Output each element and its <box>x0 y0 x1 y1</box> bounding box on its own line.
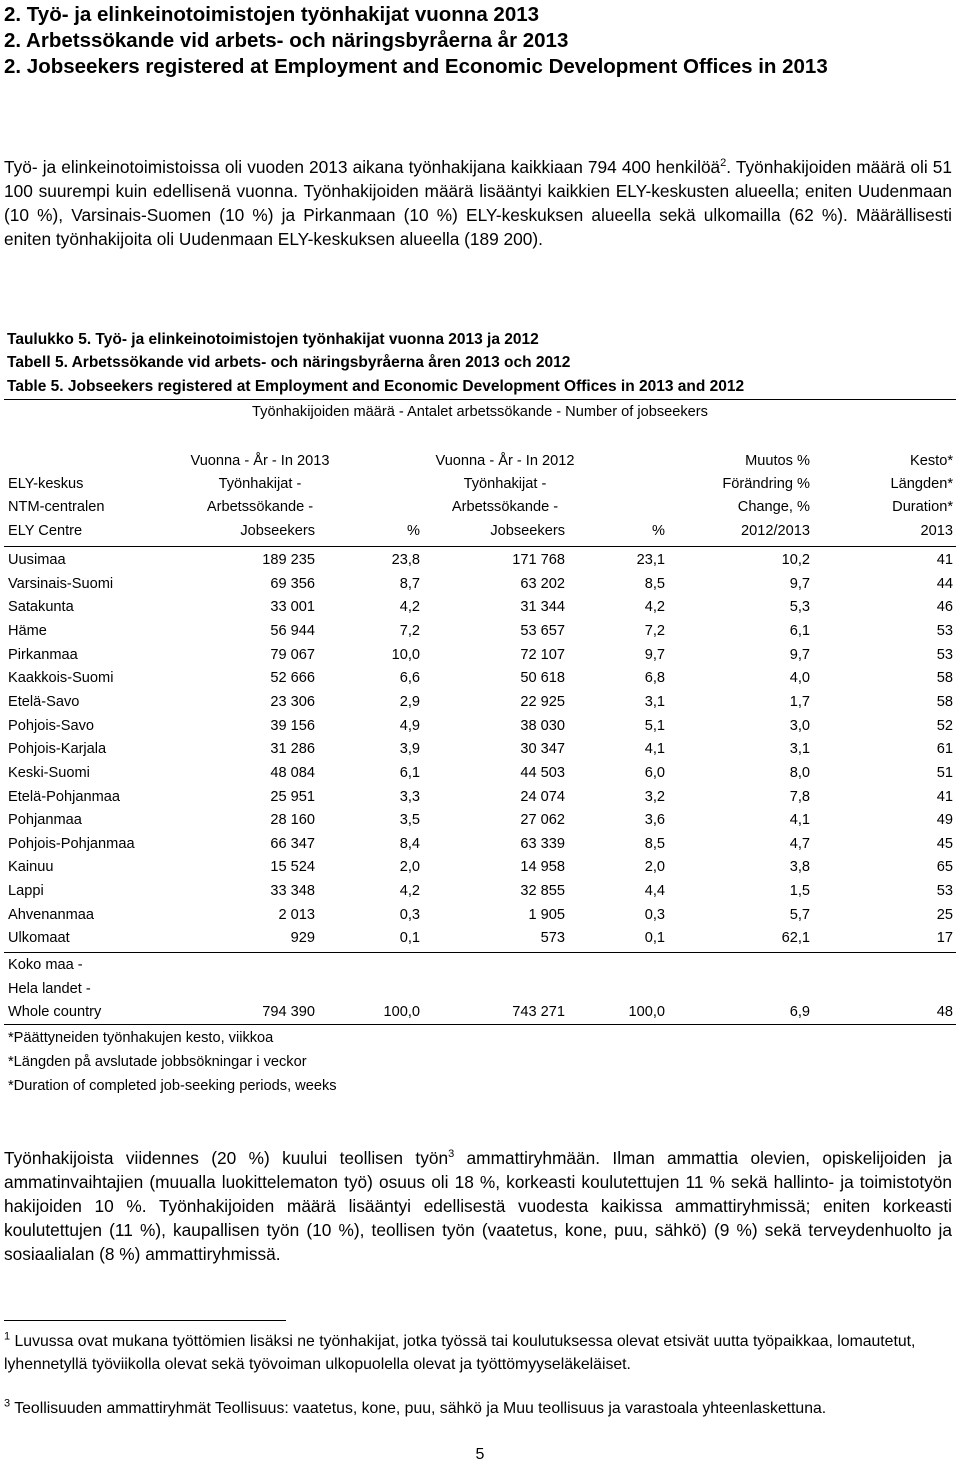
table-total-rule <box>4 952 956 953</box>
table-cell: 30 347 <box>520 741 565 757</box>
table-cell: 3,9 <box>399 741 420 757</box>
header-cell: Vuonna - År - In 2013 <box>190 453 330 469</box>
table-cell: 31 286 <box>270 741 315 757</box>
table-cell: 44 <box>936 576 953 592</box>
table-cell: 6,1 <box>399 765 420 781</box>
table-cell: 9,7 <box>789 647 810 663</box>
table-cell: 9,7 <box>644 647 665 663</box>
header-cell: Förändring % <box>722 476 810 492</box>
header-cell: Längden* <box>890 476 953 492</box>
intro-text-a: Työ- ja elinkeinotoimistoissa oli vuoden 2013 aikana työnhakijana kaikkiaan 794 400 henkilöä <box>4 157 721 177</box>
table-cell: 3,3 <box>399 789 420 805</box>
table-cell: 1,7 <box>789 694 810 710</box>
table-cell: 0,1 <box>644 930 665 946</box>
table-cell: 0,3 <box>399 907 420 923</box>
table-cell: 3,1 <box>644 694 665 710</box>
table-cell: 65 <box>936 859 953 875</box>
footnote-1 <box>4 1330 954 1376</box>
table-note: *Duration of completed job-seeking periods, weeks <box>8 1078 337 1094</box>
table-cell: 9,7 <box>789 576 810 592</box>
table-caption-fi: Taulukko 5. Työ- ja elinkeinotoimistojen työnhakijat vuonna 2013 ja 2012 <box>7 331 539 348</box>
total-label: Hela landet - <box>8 980 91 997</box>
total-cell: 743 271 <box>512 1004 565 1020</box>
region-name: Etelä-Pohjanmaa <box>8 789 120 805</box>
header-cell: ELY Centre <box>8 523 83 539</box>
table-cell: 4,0 <box>789 670 810 686</box>
table-cell: 1 905 <box>528 907 565 923</box>
table-cell: 6,6 <box>399 670 420 686</box>
region-name: Uusimaa <box>8 552 66 568</box>
region-name: Kainuu <box>8 859 54 875</box>
header-cell: 2012/2013 <box>741 523 810 539</box>
table-cell: 41 <box>936 552 953 568</box>
table-cell: 61 <box>936 741 953 757</box>
table-cell: 53 657 <box>520 623 565 639</box>
section-heading <box>4 2 944 80</box>
header-cell: Change, % <box>737 499 810 515</box>
table-cell: 48 084 <box>270 765 315 781</box>
table-cell: 8,5 <box>644 576 665 592</box>
table-cell: 3,6 <box>644 812 665 828</box>
table-note: *Päättyneiden työnhakujen kesto, viikkoa <box>8 1030 274 1046</box>
header-cell: Jobseekers <box>240 523 315 539</box>
table-cell: 4,9 <box>399 718 420 734</box>
table-cell: 171 768 <box>512 552 565 568</box>
table-cell: 6,8 <box>644 670 665 686</box>
table-cell: 2,9 <box>399 694 420 710</box>
table-cell: 25 951 <box>270 789 315 805</box>
table-cell: 45 <box>936 836 953 852</box>
region-name: Lappi <box>8 883 44 899</box>
table-cell: 14 958 <box>520 859 565 875</box>
footnote-ref-3: 3 <box>448 1148 455 1161</box>
table-cell: 8,0 <box>789 765 810 781</box>
table-cell: 2,0 <box>644 859 665 875</box>
heading-en: 2. Jobseekers registered at Employment and Economic Development Offices in 2013 <box>4 55 828 78</box>
header-cell: Kesto* <box>910 453 953 469</box>
footnote-1-text: Luvussa ovat mukana työttömien lisäksi ne työnhakijat, jotka työssä tai koulutuksessa olevat etsivät uutta työpaikkaa, lomautetut, lyhennetyllä työviikolla olevat sekä työvoiman ulkopuolella olevat ja työttömyyseläkeläiset. <box>4 1333 916 1373</box>
total-label: Koko maa - <box>8 957 83 973</box>
table-cell: 8,4 <box>399 836 420 852</box>
table-cell: 56 944 <box>270 623 315 639</box>
total-cell: 6,9 <box>789 1004 810 1020</box>
total-cell: 794 390 <box>262 1004 315 1020</box>
table-cell: 4,1 <box>789 812 810 828</box>
region-name: Pohjois-Karjala <box>8 741 107 757</box>
footnote-ref-2: 2 <box>720 157 727 170</box>
table-cell: 1,5 <box>789 883 810 899</box>
region-name: Etelä-Savo <box>8 694 80 710</box>
table-cell: 79 067 <box>270 647 315 663</box>
region-name: Kaakkois-Suomi <box>8 670 114 686</box>
table-cell: 0,1 <box>399 930 420 946</box>
table-cell: 52 <box>936 718 953 734</box>
table-cell: 4,2 <box>644 599 665 615</box>
header-cell: Työnhakijat - <box>463 476 547 492</box>
total-cell: 100,0 <box>383 1004 420 1020</box>
table-cell: 4,2 <box>399 599 420 615</box>
table-cell: 573 <box>540 930 565 946</box>
table-top-rule <box>4 399 956 400</box>
header-cell: Muutos % <box>745 453 810 469</box>
table-cell: 7,8 <box>789 789 810 805</box>
footnote-3 <box>4 1397 954 1420</box>
table-cell: 4,2 <box>399 883 420 899</box>
region-name: Pohjanmaa <box>8 812 82 828</box>
footnote-3-text: Teollisuuden ammattiryhmät Teollisuus: vaatetus, kone, puu, sähkö ja Muu teollisuus ja varastoala yhteenlaskettuna. <box>10 1400 827 1417</box>
table-cell: 25 <box>936 907 953 923</box>
table-cell: 6,0 <box>644 765 665 781</box>
occupation-text-a: Työnhakijoista viidennes (20 %) kuului teollisen työn <box>4 1148 449 1168</box>
table-subtitle: Työnhakijoiden määrä - Antalet arbetssökande - Number of jobseekers <box>252 404 708 420</box>
table-cell: 53 <box>936 623 953 639</box>
footnote-1-mark: 1 <box>4 1330 11 1343</box>
total-label: Whole country <box>8 1004 102 1020</box>
table-cell: 15 524 <box>270 859 315 875</box>
table-cell: 53 <box>936 647 953 663</box>
table-cell: 27 062 <box>520 812 565 828</box>
table-cell: 17 <box>936 930 953 946</box>
table-cell: 41 <box>936 789 953 805</box>
header-cell: % <box>652 523 665 539</box>
table-cell: 31 344 <box>520 599 565 615</box>
region-name: Pohjois-Pohjanmaa <box>8 836 135 852</box>
table-cell: 4,4 <box>644 883 665 899</box>
table-cell: 33 348 <box>270 883 315 899</box>
table-cell: 28 160 <box>270 812 315 828</box>
header-cell: Vuonna - År - In 2012 <box>435 453 575 469</box>
table-cell: 23,8 <box>391 552 420 568</box>
table-cell: 3,1 <box>789 741 810 757</box>
table-cell: 49 <box>936 812 953 828</box>
table-bottom-rule <box>4 1024 956 1025</box>
table-cell: 2,0 <box>399 859 420 875</box>
heading-fi: 2. Työ- ja elinkeinotoimistojen työnhakijat vuonna 2013 <box>4 3 540 26</box>
region-name: Ahvenanmaa <box>8 907 95 923</box>
table-cell: 22 925 <box>520 694 565 710</box>
table-cell: 32 855 <box>520 883 565 899</box>
table-cell: 63 202 <box>520 576 565 592</box>
table-cell: 66 347 <box>270 836 315 852</box>
table-cell: 5,7 <box>789 907 810 923</box>
table-cell: 3,0 <box>789 718 810 734</box>
table-cell: 58 <box>936 670 953 686</box>
table-cell: 23,1 <box>636 552 665 568</box>
table-cell: 63 339 <box>520 836 565 852</box>
table-cell: 929 <box>290 930 315 946</box>
table-cell: 4,1 <box>644 741 665 757</box>
header-cell: ELY-keskus <box>8 476 84 492</box>
table-cell: 50 618 <box>520 670 565 686</box>
heading-sv: 2. Arbetssökande vid arbets- och näringsbyråerna år 2013 <box>4 29 569 52</box>
table-cell: 53 <box>936 883 953 899</box>
table-cell: 38 030 <box>520 718 565 734</box>
table-cell: 10,0 <box>391 647 420 663</box>
table-cell: 52 666 <box>270 670 315 686</box>
header-cell: % <box>407 523 420 539</box>
occupation-text-b: ammattiryhmään. Ilman ammattia olevien, opiskelijoiden ja ammatinvaihtajien (muualla luokittelematon työ) osuus oli 18 %, korkeasti koulutettujen 11 % sekä hallinto- ja toimistotyön hakijoiden 10 %. Työnhakijoiden määrä lisääntyi edellisestä vuodesta kaikissa ammattiryhmissä; eniten korkeasti koulutettujen (11 %), kaupallisen työn (10 %), teollisen työn (vaatetus, kone, puu, sähkö) (9 %) sekä terveydenhuolto ja sosiaalialan (8 %) ammattiryhmissä. <box>4 1148 952 1264</box>
table-caption-en: Table 5. Jobseekers registered at Employment and Economic Development Offices in 2013 and 2012 <box>7 378 745 395</box>
table-cell: 23 306 <box>270 694 315 710</box>
region-name: Satakunta <box>8 599 74 615</box>
region-name: Varsinais-Suomi <box>8 576 114 592</box>
table-cell: 8,7 <box>399 576 420 592</box>
table-cell: 39 156 <box>270 718 315 734</box>
table-cell: 189 235 <box>262 552 315 568</box>
table-cell: 6,1 <box>789 623 810 639</box>
header-cell: Työnhakijat - <box>218 476 302 492</box>
table-cell: 3,8 <box>789 859 810 875</box>
header-cell: 2013 <box>920 523 953 539</box>
table-cell: 72 107 <box>520 647 565 663</box>
table-cell: 0,3 <box>644 907 665 923</box>
table-cell: 7,2 <box>399 623 420 639</box>
table-cell: 62,1 <box>781 930 810 946</box>
header-cell: Duration* <box>892 499 953 515</box>
header-cell: Arbetssökande - <box>206 499 314 515</box>
table-header-rule <box>4 546 956 547</box>
header-cell: NTM-centralen <box>8 499 105 515</box>
region-name: Pohjois-Savo <box>8 718 94 734</box>
total-cell: 100,0 <box>628 1004 665 1020</box>
region-name: Keski-Suomi <box>8 765 90 781</box>
table-cell: 5,3 <box>789 599 810 615</box>
footnote-3-mark: 3 <box>4 1397 11 1410</box>
region-name: Häme <box>8 623 47 639</box>
table-cell: 46 <box>936 599 953 615</box>
intro-paragraph <box>4 155 952 251</box>
table-cell: 8,5 <box>644 836 665 852</box>
table-cell: 33 001 <box>270 599 315 615</box>
intro-text-b: . Työnhakijoiden määrä oli 51 100 suurempi kuin edellisenä vuonna. Työnhakijoiden määrä lisääntyi kaikkien ELY-keskusten alueella; eniten Uudenmaan (10 %), Varsinais-Suomen (10 %) ja Pirkanmaan (10 %) ELY-keskuksen alueella sekä ulkomailla (62 %). Määrällisesti eniten työnhakijoita oli Uudenmaan ELY-keskuksen alueella (189 200). <box>4 157 952 249</box>
table-cell: 3,2 <box>644 789 665 805</box>
table-cell: 3,5 <box>399 812 420 828</box>
occupation-paragraph <box>4 1146 952 1266</box>
page-number: 5 <box>475 1446 485 1463</box>
table-cell: 44 503 <box>520 765 565 781</box>
table-cell: 2 013 <box>278 907 315 923</box>
table-caption-sv: Tabell 5. Arbetssökande vid arbets- och näringsbyråerna åren 2013 och 2012 <box>7 354 571 371</box>
table-cell: 7,2 <box>644 623 665 639</box>
table-note: *Längden på avslutade jobbsökningar i veckor <box>8 1054 307 1070</box>
header-cell: Arbetssökande - <box>451 499 559 515</box>
total-cell: 48 <box>936 1004 953 1020</box>
table-cell: 5,1 <box>644 718 665 734</box>
table-cell: 51 <box>936 765 953 781</box>
table-cell: 24 074 <box>520 789 565 805</box>
table-cell: 4,7 <box>789 836 810 852</box>
table-cell: 58 <box>936 694 953 710</box>
region-name: Pirkanmaa <box>8 647 78 663</box>
footnote-separator <box>4 1320 286 1321</box>
table-cell: 69 356 <box>270 576 315 592</box>
header-cell: Jobseekers <box>490 523 565 539</box>
table-cell: 10,2 <box>781 552 810 568</box>
region-name: Ulkomaat <box>8 930 70 946</box>
